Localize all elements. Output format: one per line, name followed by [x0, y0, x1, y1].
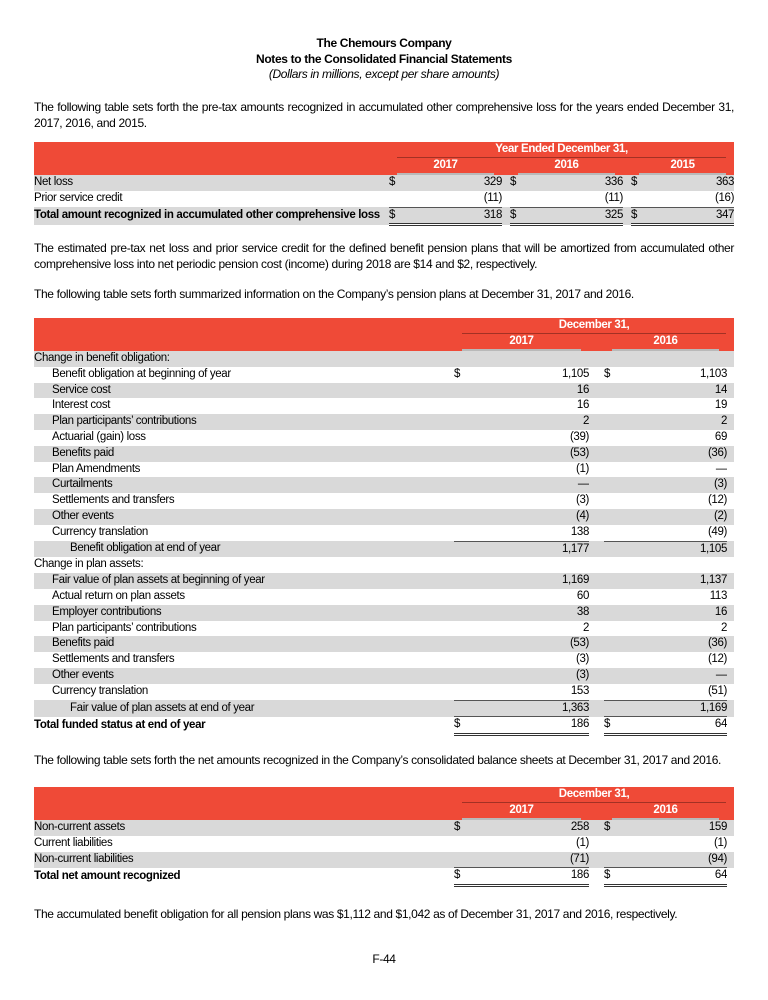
- dollar-sign: [454, 852, 484, 868]
- cell-value-2016: 2: [634, 414, 727, 430]
- column-gap: [727, 820, 734, 836]
- row-label: Change in plan assets:: [34, 558, 144, 571]
- column-header-2015: 2015: [639, 158, 726, 175]
- column-header-2016: 2016: [612, 334, 719, 351]
- dollar-sign: [604, 541, 634, 557]
- cell-value-2017: 16: [484, 383, 589, 399]
- dollar-sign: [454, 636, 484, 652]
- column-gap: [589, 557, 604, 573]
- column-gap: [727, 398, 734, 414]
- dollar-sign: [454, 836, 484, 852]
- column-gap: [589, 684, 604, 700]
- row-label: Fair value of plan assets at beginning of year: [34, 573, 454, 589]
- cell-value-2016: 16: [634, 605, 727, 621]
- dollar-sign: $: [604, 367, 611, 380]
- row-label: Non-current liabilities: [34, 852, 454, 868]
- cell-value-2017: (1): [575, 836, 589, 849]
- table-row-total: [34, 868, 734, 886]
- row-label: Service cost: [34, 383, 454, 399]
- column-gap: [727, 493, 734, 509]
- table-header-row: [34, 803, 734, 820]
- table-header-row: [34, 334, 734, 351]
- dollar-sign: [604, 398, 634, 414]
- row-label: Non-current assets: [34, 820, 454, 836]
- cell-value-2016: 19: [714, 399, 727, 412]
- column-gap: [727, 541, 734, 557]
- column-gap: [727, 836, 734, 852]
- dollar-sign: [604, 836, 634, 852]
- cell-value-2016: (1): [713, 836, 727, 849]
- dollar-sign: [604, 477, 634, 493]
- cell-value-2016: (3): [634, 477, 727, 493]
- statement-subtitle: Notes to the Consolidated Financial Statements: [256, 51, 512, 66]
- table-row: [34, 175, 734, 191]
- cell-value: 325: [538, 207, 623, 225]
- row-label: Curtailments: [34, 477, 454, 493]
- column-gap: [727, 351, 734, 367]
- cell-value-2017: 1,177: [484, 541, 589, 557]
- table-row: [34, 462, 734, 478]
- row-label: Settlements and transfers: [52, 653, 175, 666]
- dollar-sign: [604, 652, 634, 668]
- dollar-sign: $: [631, 175, 659, 191]
- cell-value: 318: [417, 207, 502, 225]
- column-gap: [589, 868, 604, 886]
- cell-value-2016: (36): [634, 636, 727, 652]
- cell-value-2016: —: [634, 668, 727, 684]
- cell-value-2017: 2: [484, 414, 589, 430]
- column-gap: [727, 868, 734, 886]
- row-label: Current liabilities: [34, 836, 113, 849]
- table-row: [34, 636, 734, 652]
- row-label: Employer contributions: [34, 605, 454, 621]
- column-header-2017: 2017: [462, 334, 581, 351]
- dollar-sign: $: [510, 175, 538, 191]
- cell-value-2017: (4): [484, 509, 589, 525]
- cell-value-2017: (53): [484, 446, 589, 462]
- dollar-sign: $: [454, 367, 461, 380]
- table-row: [34, 446, 734, 462]
- column-gap: [727, 684, 734, 700]
- cell-value-2016: 113: [709, 589, 727, 602]
- dollar-sign: $: [631, 207, 659, 225]
- column-header-2016: 2016: [518, 158, 615, 175]
- column-gap: [727, 477, 734, 493]
- balance-sheet-table: [34, 787, 734, 887]
- abo-paragraph: The accumulated benefit obligation for all pension plans was $1,112 and $1,042 as of December 31, 2017 and 2016, respectively.: [34, 907, 678, 921]
- cell-value-2017: 1,363: [484, 700, 589, 717]
- cell-value-2017: (3): [575, 494, 589, 507]
- column-gap: [727, 509, 734, 525]
- column-group-header: Year Ended December 31,: [397, 142, 726, 158]
- dollar-sign: [454, 573, 484, 589]
- dollar-sign: [604, 509, 634, 525]
- cell-value-2016: 159: [634, 820, 727, 836]
- column-gap: [727, 700, 734, 717]
- table-header-row: [34, 787, 734, 803]
- cell-value-2017: 1,169: [484, 573, 589, 589]
- dollar-sign: [454, 462, 484, 478]
- table-row: [34, 430, 734, 446]
- cell-value-2017: (53): [484, 636, 589, 652]
- column-gap: [589, 852, 604, 868]
- table-header-row: [34, 142, 734, 158]
- row-label: Currency translation: [52, 526, 148, 539]
- column-gap: [589, 430, 604, 446]
- dollar-sign: [604, 525, 634, 541]
- cell-value: 363: [659, 175, 734, 191]
- column-gap: [589, 589, 604, 605]
- dollar-sign: [604, 700, 634, 717]
- dollar-sign: $: [510, 207, 538, 225]
- column-gap: [589, 367, 604, 383]
- cell-value-2016: (51): [707, 684, 727, 697]
- cell-value-2016: 14: [634, 383, 727, 399]
- table-row: [34, 573, 734, 589]
- row-label: Settlements and transfers: [52, 494, 175, 507]
- column-header-2017: 2017: [462, 803, 581, 820]
- cell-value-2016: 1,103: [699, 367, 727, 380]
- table-row: [34, 589, 734, 605]
- dollar-sign: [604, 414, 634, 430]
- dollar-sign: $: [454, 868, 484, 886]
- table-header-row: [34, 158, 734, 175]
- section-heading-row: [34, 557, 734, 573]
- cell-value-2016: [634, 351, 727, 367]
- column-gap: [727, 557, 734, 573]
- cell-value-2017: 2: [582, 621, 589, 634]
- table-row: [34, 414, 734, 430]
- cell-value: 336: [538, 175, 623, 191]
- dollar-sign: [454, 477, 484, 493]
- row-label: Benefits paid: [34, 446, 454, 462]
- dollar-sign: [604, 351, 634, 367]
- cell-value-2016: 69: [714, 430, 727, 443]
- column-gap: [727, 605, 734, 621]
- row-label: Plan participants’ contributions: [34, 414, 454, 430]
- dollar-sign: [454, 557, 484, 573]
- dollar-sign: [604, 573, 634, 589]
- table-row: [34, 700, 734, 717]
- dollar-sign: [604, 446, 634, 462]
- table-row: [34, 621, 734, 637]
- column-gap: [589, 573, 604, 589]
- cell-value-2016: —: [715, 462, 727, 475]
- column-header-2016: 2016: [612, 803, 719, 820]
- balance-sheet-body: [34, 820, 734, 886]
- cell-value-2016: 2: [720, 621, 727, 634]
- dollar-sign: $: [454, 820, 484, 836]
- table-row: [34, 652, 734, 668]
- table-row-total: [34, 717, 734, 735]
- table-row: [34, 541, 734, 557]
- cell-value-2016: 1,105: [634, 541, 727, 557]
- column-gap: [727, 636, 734, 652]
- row-label: Prior service credit: [34, 192, 123, 205]
- cell-value-2016: (49): [707, 525, 727, 538]
- dollar-sign: [454, 446, 484, 462]
- dollar-sign: [604, 852, 634, 868]
- table-row: [34, 367, 734, 383]
- cell-value: (11): [604, 191, 623, 204]
- cell-value-2017: (39): [569, 430, 589, 443]
- dollar-sign: [604, 636, 634, 652]
- table-header-row: [34, 318, 734, 334]
- row-label: Benefit obligation at beginning of year: [52, 367, 231, 380]
- cell-value-2016: (36): [634, 446, 727, 462]
- amortization-paragraph: The estimated pre-tax net loss and prior service credit for the defined benefit pension plans that will be amortized from accumulated other comprehensive loss into net periodic pension cost (income) during 2018 are $14 and $2, respectively.: [34, 241, 734, 271]
- cell-value-2017: (71): [484, 852, 589, 868]
- row-label: Plan participants’ contributions: [52, 621, 197, 634]
- dollar-sign: [454, 668, 484, 684]
- column-group-header: December 31,: [462, 318, 726, 334]
- column-gap: [589, 717, 604, 735]
- table-row: [34, 668, 734, 684]
- row-label: Interest cost: [52, 399, 111, 412]
- column-gap: [727, 446, 734, 462]
- column-gap: [727, 652, 734, 668]
- cell-value: 347: [659, 207, 734, 225]
- dollar-sign: [604, 621, 634, 637]
- page-number: F-44: [372, 952, 396, 966]
- dollar-sign: [604, 589, 634, 605]
- table-row: [34, 820, 734, 836]
- units-note: (Dollars in millions, except per share amounts): [268, 67, 500, 81]
- column-gap: [727, 621, 734, 637]
- dollar-sign: $: [389, 175, 417, 191]
- dollar-sign: [604, 383, 634, 399]
- row-label: Net loss: [34, 175, 389, 191]
- cell-value-2017: 1,105: [561, 367, 589, 380]
- column-gap: [727, 717, 734, 735]
- column-gap: [589, 509, 604, 525]
- dollar-sign: [454, 621, 484, 637]
- column-gap: [589, 525, 604, 541]
- column-gap: [727, 430, 734, 446]
- column-gap: [589, 446, 604, 462]
- column-gap: [727, 414, 734, 430]
- dollar-sign: [604, 605, 634, 621]
- cell-value-2017: 153: [570, 684, 589, 697]
- dollar-sign: [604, 462, 634, 478]
- column-gap: [589, 668, 604, 684]
- dollar-sign: [454, 351, 484, 367]
- balance-sheet-intro: The following table sets forth the net amounts recognized in the Company’s consolidated balance sheets at December 31, 2017 and 2016.: [34, 753, 722, 767]
- table-row: [34, 398, 734, 414]
- dollar-sign: $: [454, 717, 484, 735]
- cell-value-2016: (12): [707, 653, 727, 666]
- cell-value-2017: 16: [576, 399, 589, 412]
- cell-value-2016: (12): [707, 494, 727, 507]
- column-gap: [589, 383, 604, 399]
- row-label: Benefits paid: [34, 636, 454, 652]
- table-row: [34, 852, 734, 868]
- column-gap: [727, 573, 734, 589]
- cell-value: (16): [715, 191, 735, 204]
- dollar-sign: $: [389, 207, 417, 225]
- dollar-sign: [454, 589, 484, 605]
- cell-value-2017: 186: [484, 868, 589, 886]
- cell-value-2016: 64: [634, 717, 727, 735]
- cell-value-2017: 38: [484, 605, 589, 621]
- column-gap: [727, 852, 734, 868]
- row-label: Plan Amendments: [52, 462, 141, 475]
- cell-value: 329: [417, 175, 502, 191]
- column-gap: [589, 636, 604, 652]
- column-gap: [589, 820, 604, 836]
- dollar-sign: [454, 398, 484, 414]
- cell-value-2017: [484, 351, 589, 367]
- row-label: Other events: [34, 509, 454, 525]
- pension-summary-intro: The following table sets forth summarized information on the Company’s pension plans at December 31, 2017 and 2016.: [34, 287, 634, 301]
- column-gap: [589, 493, 604, 509]
- dollar-sign: [454, 493, 484, 509]
- cell-value-2016: 1,169: [634, 700, 727, 717]
- cell-value-2016: 1,137: [634, 573, 727, 589]
- row-label: Currency translation: [52, 684, 148, 697]
- dollar-sign: $: [604, 820, 634, 836]
- row-label: Actuarial (gain) loss: [52, 430, 146, 443]
- cell-value-2017: —: [484, 477, 589, 493]
- table-row: [34, 836, 734, 852]
- dollar-sign: [604, 557, 634, 573]
- column-gap: [727, 589, 734, 605]
- section-heading-row: [34, 351, 734, 367]
- cell-value-2016: 64: [634, 868, 727, 886]
- dollar-sign: [454, 525, 484, 541]
- column-gap: [727, 462, 734, 478]
- column-gap: [589, 700, 604, 717]
- cell-value-2017: (1): [575, 462, 589, 475]
- table-row: [34, 383, 734, 399]
- row-label: Actual return on plan assets: [52, 589, 185, 602]
- dollar-sign: [604, 430, 634, 446]
- dollar-sign: [454, 541, 484, 557]
- table-row: [34, 525, 734, 541]
- cell-value: (11): [483, 191, 502, 204]
- row-label: Change in benefit obligation:: [34, 351, 454, 367]
- company-name: The Chemours Company: [316, 36, 452, 50]
- cell-value-2017: (3): [484, 668, 589, 684]
- column-gap: [589, 398, 604, 414]
- dollar-sign: [454, 509, 484, 525]
- cell-value-2016: (2): [634, 509, 727, 525]
- column-gap: [589, 605, 604, 621]
- column-gap: [589, 836, 604, 852]
- column-gap: [589, 414, 604, 430]
- row-label: Total net amount recognized: [34, 869, 181, 882]
- column-gap: [589, 351, 604, 367]
- pension-plans-table: [34, 318, 734, 736]
- table-row: [34, 684, 734, 700]
- dollar-sign: $: [604, 868, 634, 886]
- column-gap: [589, 652, 604, 668]
- table-row: [34, 605, 734, 621]
- dollar-sign: [454, 383, 484, 399]
- cell-value-2017: 60: [576, 589, 589, 602]
- cell-value-2017: (3): [575, 653, 589, 666]
- row-label: Total amount recognized in accumulated other comprehensive loss: [34, 207, 389, 225]
- column-gap: [727, 383, 734, 399]
- cell-value-2017: 138: [570, 525, 589, 538]
- dollar-sign: [454, 684, 484, 700]
- column-gap: [589, 541, 604, 557]
- cell-value-2017: [484, 557, 589, 573]
- column-gap: [589, 621, 604, 637]
- intro-paragraph-aoci: The following table sets forth the pre-tax amounts recognized in accumulated other comprehensive loss for the years ended December 31, 2017, 2016, and 2015.: [34, 100, 734, 130]
- table-row: [34, 477, 734, 493]
- dollar-sign: [604, 493, 634, 509]
- column-group-header: December 31,: [462, 787, 726, 803]
- aoci-table: [34, 142, 734, 226]
- page-header: [0, 36, 768, 83]
- cell-value-2016: [634, 557, 727, 573]
- column-gap: [727, 525, 734, 541]
- row-label: Other events: [34, 668, 454, 684]
- table-row: [34, 509, 734, 525]
- dollar-sign: [454, 430, 484, 446]
- dollar-sign: [454, 700, 484, 717]
- table-row: [34, 493, 734, 509]
- dollar-sign: [454, 605, 484, 621]
- cell-value-2016: (94): [634, 852, 727, 868]
- dollar-sign: [454, 652, 484, 668]
- column-header-2017: 2017: [397, 158, 494, 175]
- column-gap: [589, 477, 604, 493]
- column-gap: [727, 668, 734, 684]
- cell-value-2017: 258: [484, 820, 589, 836]
- dollar-sign: [604, 668, 634, 684]
- table-row: [34, 191, 734, 207]
- row-label: Fair value of plan assets at end of year: [34, 700, 454, 717]
- cell-value-2017: 186: [484, 717, 589, 735]
- row-label: Benefit obligation at end of year: [34, 541, 454, 557]
- dollar-sign: $: [604, 717, 634, 735]
- row-label: Total funded status at end of year: [34, 718, 206, 731]
- pension-table-body: [34, 351, 734, 735]
- dollar-sign: [454, 414, 484, 430]
- table-row-total: [34, 207, 734, 225]
- column-gap: [589, 462, 604, 478]
- dollar-sign: [604, 684, 634, 700]
- column-gap: [727, 367, 734, 383]
